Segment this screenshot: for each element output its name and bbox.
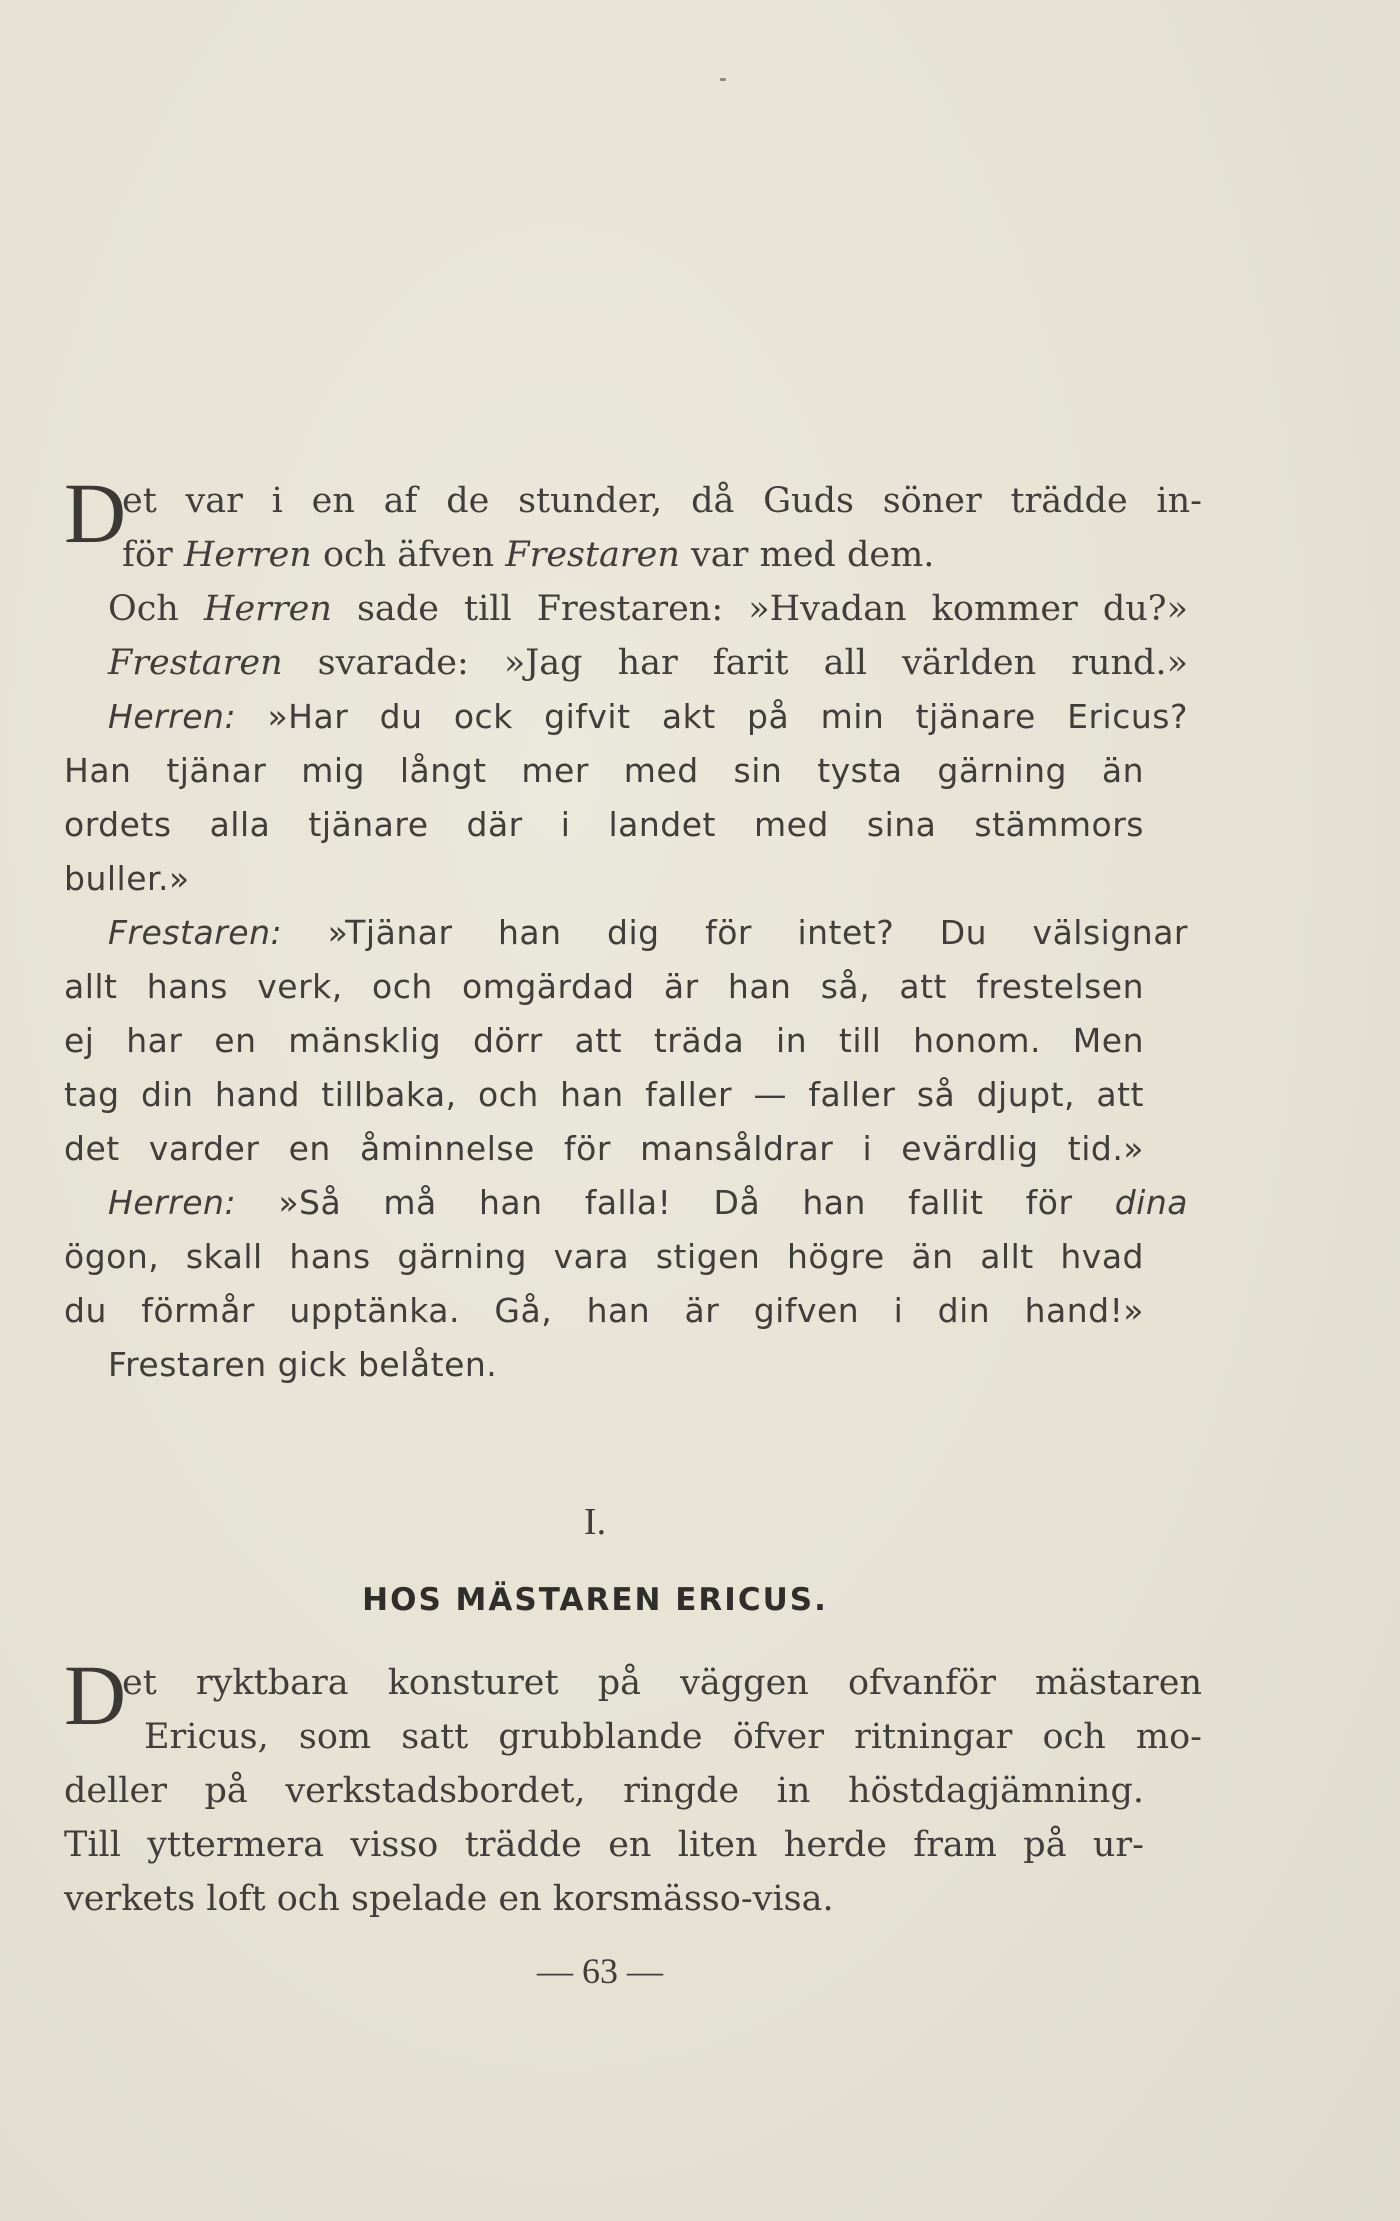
chapter-title: HOS MÄSTAREN ERICUS. xyxy=(362,1582,828,1618)
text-segment: »Har du ock gifvit akt på min tjänare Ericus? xyxy=(267,697,1188,736)
text-segment: Frestaren gick belåten. xyxy=(108,1345,498,1384)
text-segment: det varder en åminnelse för mansåldrar i evärdlig tid.» xyxy=(64,1129,1144,1168)
text-line xyxy=(108,1338,708,1392)
text-segment: för xyxy=(122,535,184,575)
prologue-dropcap: D xyxy=(64,465,127,561)
text-line xyxy=(64,744,1144,798)
italic-name: Frestaren xyxy=(505,535,680,575)
text-line xyxy=(108,906,1188,960)
text-segment: Ericus, som satt grubblande öfver ritningar och mo- xyxy=(144,1717,1202,1757)
text-segment: et var i en af de stunder, då Guds söner trädde in- xyxy=(122,481,1202,521)
text-segment: deller på verkstadsbordet, ringde in höstdagjämning. xyxy=(64,1771,1144,1811)
italic-name: Frestaren: xyxy=(108,913,283,952)
italic-name: Herren: xyxy=(108,1183,237,1222)
text-line xyxy=(64,960,1144,1014)
text-line xyxy=(108,690,1188,744)
text-line xyxy=(122,1656,1202,1710)
text-line xyxy=(64,1284,1144,1338)
text-line xyxy=(108,636,1188,690)
text-line xyxy=(64,1764,1144,1818)
text-line xyxy=(64,798,1144,852)
text-segment: Till yttermera visso trädde en liten herde fram på ur- xyxy=(64,1825,1144,1865)
italic-name: Herren xyxy=(183,535,312,575)
italic-name: Herren: xyxy=(108,697,237,736)
text-line xyxy=(64,1872,964,1926)
text-segment: ej har en mänsklig dörr att träda in till honom. Men xyxy=(64,1021,1144,1060)
text-line xyxy=(64,1122,1144,1176)
text-segment: allt hans verk, och omgärdad är han så, att frestelsen xyxy=(64,967,1144,1006)
page-number: — 63 — xyxy=(537,1951,663,1991)
text-line xyxy=(144,1710,1202,1764)
text-segment: buller.» xyxy=(64,859,190,898)
chapter-number: I. xyxy=(583,1501,607,1543)
text-segment: sade till Frestaren: »Hvadan kommer du?» xyxy=(356,589,1188,629)
paper-speck xyxy=(720,78,726,81)
text-line xyxy=(122,474,1202,528)
text-segment: »Tjänar han dig för intet? Du välsignar xyxy=(327,913,1188,952)
italic-name: dina xyxy=(1114,1183,1188,1222)
text-line xyxy=(64,852,264,906)
text-segment: svarade: »Jag har farit all världen rund.» xyxy=(317,643,1188,683)
text-segment: tag din hand tillbaka, och han faller — faller så djupt, att xyxy=(64,1075,1144,1114)
text-segment: ordets alla tjänare där i landet med sina stämmors xyxy=(64,805,1144,844)
text-line xyxy=(122,528,1140,582)
italic-name: Frestaren xyxy=(108,643,283,683)
text-segment: ögon, skall hans gärning vara stigen högre än allt hvad xyxy=(64,1237,1144,1276)
text-line xyxy=(64,1068,1144,1122)
text-segment: verkets loft och spelade en korsmässo-visa. xyxy=(64,1879,834,1919)
italic-name: Herren xyxy=(203,589,332,629)
text-segment: Och xyxy=(108,589,204,629)
text-line xyxy=(64,1818,1144,1872)
text-segment: et ryktbara konsturet på väggen ofvanför mästaren xyxy=(122,1663,1202,1703)
chapter-dropcap: D xyxy=(64,1647,127,1743)
text-line xyxy=(64,1014,1144,1068)
text-segment: »Så må han falla! Då han fallit för xyxy=(278,1183,1115,1222)
text-segment: du förmår upptänka. Gå, han är gifven i din hand!» xyxy=(64,1291,1144,1330)
text-line xyxy=(108,1176,1188,1230)
text-segment: var med dem. xyxy=(679,535,935,575)
text-segment: Han tjänar mig långt mer med sin tysta gärning än xyxy=(64,751,1144,790)
text-segment: och äfven xyxy=(311,535,506,575)
text-line xyxy=(64,1230,1144,1284)
text-line xyxy=(108,582,1188,636)
